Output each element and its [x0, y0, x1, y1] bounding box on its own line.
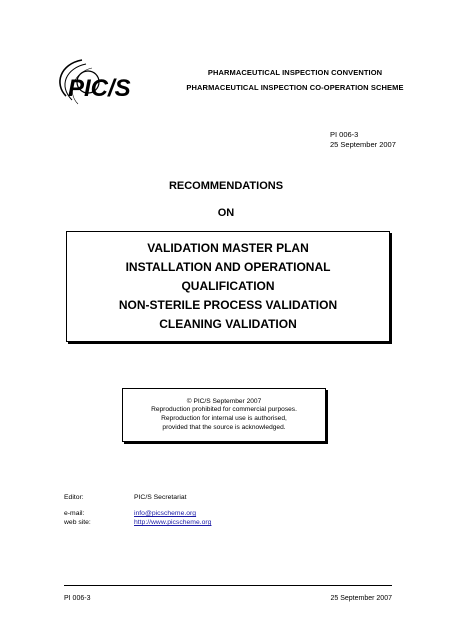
copyright-line: provided that the source is acknowledged. — [162, 423, 286, 431]
footer-date: 25 September 2007 — [330, 595, 392, 602]
email-label: e-mail: — [64, 510, 85, 517]
copyright-line: Reproduction prohibited for commercial purposes. — [151, 406, 297, 414]
copyright-line: Reproduction for internal use is authorised, — [161, 415, 287, 422]
email-link[interactable]: info@picscheme.org — [134, 510, 197, 517]
copyright-box — [122, 388, 326, 442]
recommendations-heading: RECOMMENDATIONS — [168, 180, 284, 192]
title-line: VALIDATION MASTER PLAN — [147, 241, 309, 255]
title-line: NON-STERILE PROCESS VALIDATION — [118, 298, 338, 312]
pics-logo-graphic — [48, 52, 158, 114]
header-line-1: PHARMACEUTICAL INSPECTION CONVENTION — [207, 68, 383, 77]
on-heading: ON — [217, 207, 235, 219]
title-box — [66, 231, 390, 342]
editor-label: Editor: — [64, 494, 84, 501]
pics-logo — [48, 52, 158, 114]
editor-value: PIC/S Secretariat — [134, 494, 187, 501]
document-number: PI 006-3 — [330, 130, 359, 139]
footer-divider — [64, 585, 392, 586]
header-line-2: PHARMACEUTICAL INSPECTION CO-OPERATION SCHEME — [186, 83, 404, 92]
footer-document-number: PI 006-3 — [64, 595, 91, 602]
document-date: 25 September 2007 — [330, 140, 396, 149]
title-line: CLEANING VALIDATION — [159, 317, 297, 331]
website-label: web site: — [64, 519, 91, 526]
title-line: QUALIFICATION — [181, 279, 275, 293]
copyright-line: © PIC/S September 2007 — [186, 397, 262, 405]
title-line: INSTALLATION AND OPERATIONAL — [125, 260, 331, 274]
logo-text: PIC/S — [68, 75, 131, 102]
website-link[interactable]: http://www.picscheme.org — [134, 519, 212, 526]
